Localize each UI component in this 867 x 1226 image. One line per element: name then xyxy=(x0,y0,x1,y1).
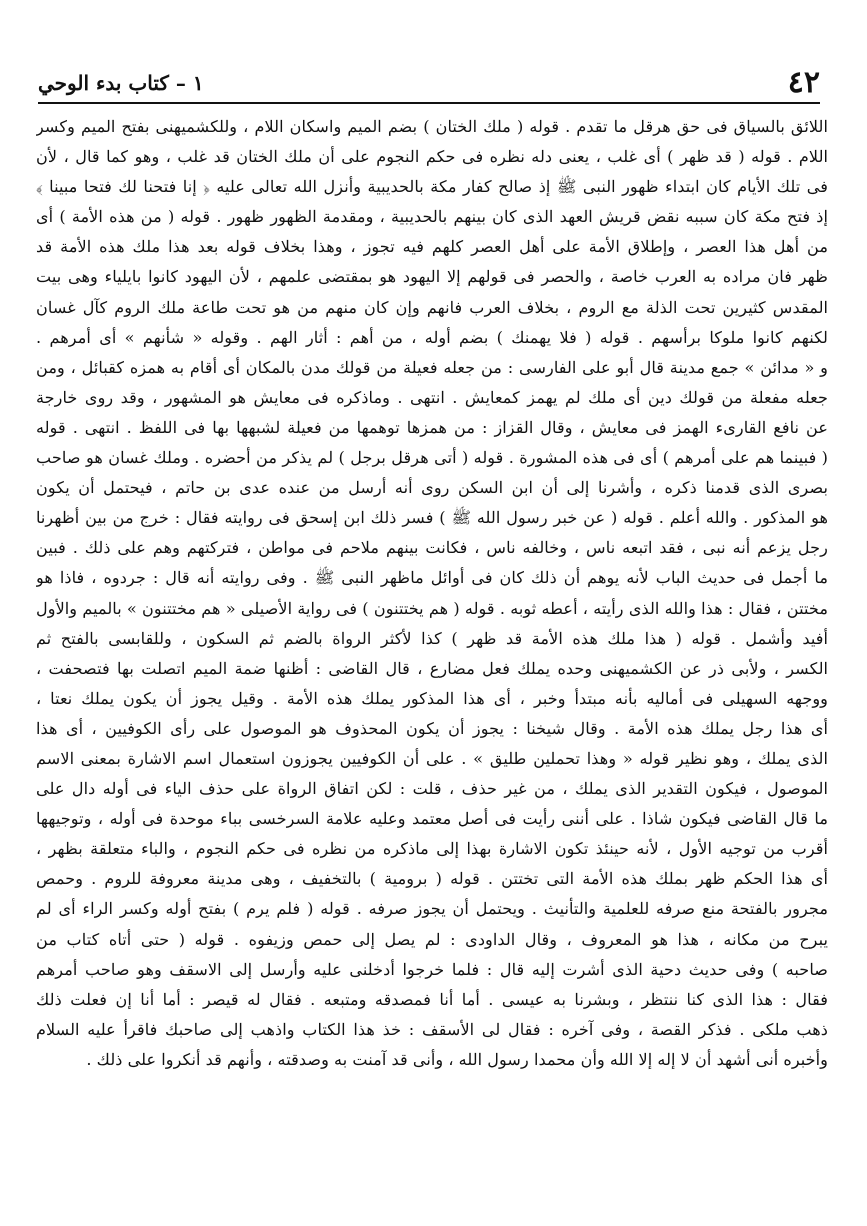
text-line: إذ فتح مكة كان سببه نقض قريش العهد الذى كان بينهم بالحديبية ، ومقدمة الظهور ظهور . قوله ( من هذه الأمة ) أى xyxy=(36,207,828,227)
text-line: ذهب ملكى . فذكر القصة ، وفى آخره : فقال لى الأسقف : خذ هذا الكتاب واذهب إلى صاحبك فاقرأ عليه السلام xyxy=(36,1019,828,1039)
running-title: ١ – كتاب بدء الوحي xyxy=(38,71,204,95)
text-line: جعله مفعلة من قولك دين أى ملك لم يهمز كمعايش . انتهى . وماذكره فى معايش هو المشهور ، وقد روى خارجة xyxy=(36,387,828,407)
text-line: يبرح من مكانه ، هذا هو المعروف ، وقال الداودى : لم يصل إلى حمص وزيفوه . قوله ( حتى أتاه كتاب من xyxy=(36,929,828,949)
text-line: الذى يملك ، وهو نظير قوله « وهذا تحملين طليق » . على أن الكوفيين يجوزون استعمال اسم الاشارة بمعنى الاسم xyxy=(36,748,828,768)
text-line: ( فبينما هم على أمرهم ) أى فى هذه المشورة . قوله ( أتى هرقل برجل ) لم يذكر من أحضره . وملك غسان هو صاحب xyxy=(36,448,828,468)
text-line: ما أجمل فى حديث الباب لأنه يوهم أن ذلك كان فى أوائل ماظهر النبى ﷺ . وفى روايته أنه قال : جردوه ، فاذا هو xyxy=(36,568,828,588)
text-line: أى هذا الحكم ظهر بملك هذه الأمة التى تختتن . قوله ( برومية ) بالتخفيف ، وهى مدينة معروفة للروم . وحمص xyxy=(36,869,828,889)
text-line: اللام . قوله ( قد ظهر ) أى غلب ، يعنى دله نظره فى حكم النجوم على أن ملك الختان قد غلب ، وهو كما قال ، لأن xyxy=(36,147,828,167)
text-line: مجرور بالفتحة منع صرفه للعلمية والتأنيث . ويحتمل أن يجوز صرفه . قوله ( فلم يرم ) بفتح أوله وكسر الراء أى لم xyxy=(36,899,828,919)
text-line: ظهر فان مراده به العرب خاصة ، والحصر فى قولهم إلا اليهود هو بمقتضى علمهم ، لأن اليهود كانوا بايلياء وهى بيت xyxy=(36,267,828,287)
text-line: أفيد وأشمل . قوله ( هذا ملك هذه الأمة قد ظهر ) كذا لأكثر الرواة بالضم ثم السكون ، وللقابسى بالفتح ثم xyxy=(36,628,828,648)
page-number: ٤٢ xyxy=(787,65,820,100)
text-line: أقرب من توجيه الأول ، لأنه حينئذ تكون الاشارة بهذا إلى ماذكره من نظره فى حكم النجوم ، والباء متعلقة بظهر ، xyxy=(36,839,828,859)
text-line: ووجهه السهيلى فى أماليه بأنه مبتدأ وخبر ، أى هذا المذكور يملك هذه الأمة . وقيل يجوز أن يكون يملك نعتا ، xyxy=(36,688,828,708)
text-line: بصرى الذى قدمنا ذكره ، وأشرنا إلى أن ابن السكن روى أنه أرسل من عنده عدى بن حاتم ، فيحتمل أن يكون xyxy=(36,478,828,498)
text-line: من أهل هذا العصر ، وإطلاق الأمة على أهل العصر كلهم فيه تجوز ، وهذا بخلاف قوله بعد هذا ملك هذه الأمة قد xyxy=(36,237,828,257)
text-line: اللائق بالسياق فى حق هرقل ما تقدم . قوله ( ملك الختان ) بضم الميم واسكان اللام ، وللكشميهنى بفتح الميم وكسر xyxy=(36,117,828,136)
commentary-text xyxy=(36,112,828,1075)
text-line: لكنهم كانوا ملوكا برأسهم . قوله ( فلا يهمنك ) بضم أوله ، من أهم : أثار الهم . وقوله « شأنهم » أى أمرهم . xyxy=(36,327,828,347)
text-line: و « مدائن » جمع مدينة قال أبو على الفارسى : من جعله فعيلة من قولك مدن بالمكان أى أقام به همزه كقبائل ، ومن xyxy=(36,357,828,377)
page-header xyxy=(38,64,820,104)
text-line: الكسر ، ولأبى ذر عن الكشميهنى وحده يملك فعل مضارع ، قال القاضى : أظنها ضمة الميم اتصلت بها فتصحفت ، xyxy=(36,658,828,678)
text-line: الموصول ، فيكون التقدير الذى يملك ، من غير حذف ، قلت : لكن اتفاق الرواة على حذف الياء فى أوله دال على xyxy=(36,779,828,799)
text-line: رجل يزعم أنه نبى ، فقد اتبعه ناس ، وخالفه ناس ، فكانت بينهم ملاحم فى مواطن ، فتركتهم وهم على ذلك . فبين xyxy=(36,538,828,558)
text-line: فقال : هذا الذى كنا ننتظر ، وبشرنا به عيسى . أما أنا فمصدقه ومتبعه . فقال له قيصر : أما أنا إن فعلت ذلك xyxy=(36,989,828,1009)
text-line: وأخبره أنى أشهد أن لا إله إلا الله وأن محمدا رسول الله ، وأنى قد آمنت به وصدقته ، وأنهم قد أنكروا على ذلك . xyxy=(86,1049,828,1069)
text-line: عن نافع القارىء الهمز فى معايش ، وقال القزاز : من همزها توهمها من فعيلة لشبهها بها فى اللفظ . انتهى . قوله xyxy=(36,417,828,437)
text-line: هو المذكور . والله أعلم . قوله ( عن خبر رسول الله ﷺ ) فسر ذلك ابن إسحق فى روايته فقال : خرج من بين أظهرنا xyxy=(36,508,828,528)
text-line: صاحبه ) وفى حديث دحية الذى أشرت إليه قال : فلما خرجوا أدخلنى عليه وأرسل إلى الاسقف وهو صاحب أمرهم xyxy=(36,959,828,979)
text-line: ما قال القاضى فيكون شاذا . على أننى رأيت فى أصل معتمد وعليه علامة السرخسى بباء موحدة فى أوله ، وتوجيهها xyxy=(36,809,828,829)
text-line: المقدس كثيرين تحت الذلة مع الروم ، بخلاف العرب فانهم وإن كان منهم من هو تحت طاعة ملك الروم كآل غسان xyxy=(36,297,828,317)
text-line: أى هذا رجل يملك هذه الأمة . وقال شيخنا : يجوز أن يكون المحذوف هو الموصول على رأى الكوفيين ، أى هذا xyxy=(36,718,828,738)
text-line: فى تلك الأيام كان ابتداء ظهور النبى ﷺ إذ صالح كفار مكة بالحديبية وأنزل الله تعالى عليه ﴿ إنا فتحنا لك فتحا مبينا ﴾ xyxy=(36,177,828,197)
text-line: مختتن ، فقال : هذا والله الذى رأيته ، أعطه ثوبه . قوله ( هم يختتنون ) فى رواية الأصيلى « هم مختتنون » بالميم والأول xyxy=(36,598,828,618)
